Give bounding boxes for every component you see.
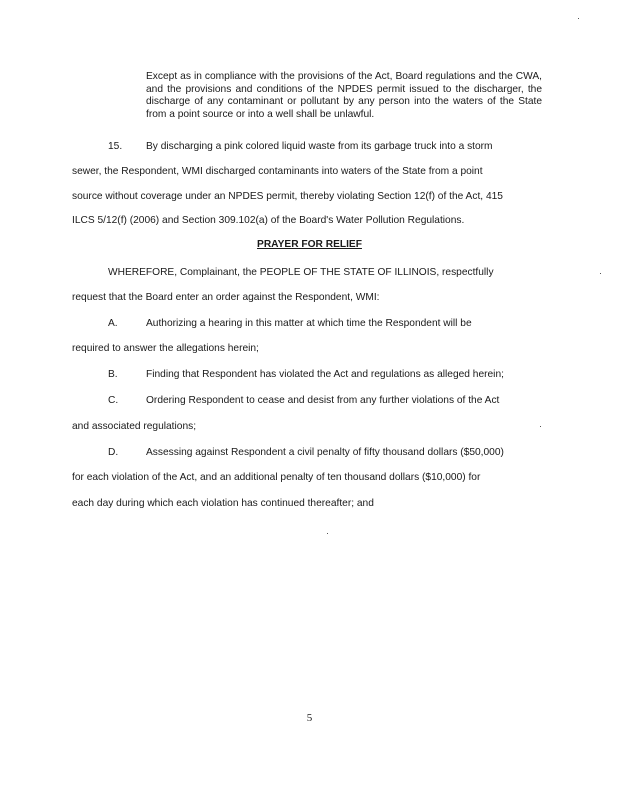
item-b-letter: B. — [108, 369, 118, 380]
paragraph-15-line-1: By discharging a pink colored liquid waste from its garbage truck into a storm — [146, 141, 493, 152]
scan-speck — [327, 533, 328, 534]
paragraph-15-line-4: ILCS 5/12(f) (2006) and Section 309.102(a) of the Board's Water Pollution Regulations. — [72, 215, 465, 226]
item-d-line-3: each day during which each violation has continued thereafter; and — [72, 498, 374, 509]
item-c-line-1: Ordering Respondent to cease and desist from any further violations of the Act — [146, 395, 500, 406]
item-d-letter: D. — [108, 447, 119, 458]
paragraph-number-15: 15. — [108, 141, 123, 152]
prayer-for-relief-heading: PRAYER FOR RELIEF — [257, 239, 362, 250]
item-c-line-2: and associated regulations; — [72, 421, 197, 432]
item-c-letter: C. — [108, 395, 119, 406]
item-a-line-2: required to answer the allegations herein; — [72, 343, 259, 354]
page-number: 5 — [306, 712, 313, 724]
item-d-line-2: for each violation of the Act, and an additional penalty of ten thousand dollars ($10,000) for — [72, 472, 481, 483]
paragraph-15-line-3: source without coverage under an NPDES permit, thereby violating Section 12(f) of the Act, 415 — [72, 191, 503, 202]
item-d-line-1: Assessing against Respondent a civil penalty of fifty thousand dollars ($50,000) — [146, 447, 504, 458]
item-b-line-1: Finding that Respondent has violated the Act and regulations as alleged herein; — [146, 369, 504, 380]
paragraph-15-line-2: sewer, the Respondent, WMI discharged contaminants into waters of the State from a point — [72, 166, 483, 177]
prayer-intro-line-2: request that the Board enter an order against the Respondent, WMI: — [72, 292, 380, 303]
statutory-quote: Except as in compliance with the provisions of the Act, Board regulations and the CWA, and the provisions and conditions of the NPDES permit issued to the discharger, the discharge of any contaminant or pollutant by any person into the waters of the State from a point source or into a well shall be unlawful. — [146, 71, 542, 120]
item-a-line-1: Authorizing a hearing in this matter at which time the Respondent will be — [146, 318, 472, 329]
scan-speck — [578, 18, 579, 19]
prayer-intro-line-1: WHEREFORE, Complainant, the PEOPLE OF THE STATE OF ILLINOIS, respectfully — [108, 267, 494, 278]
scan-speck — [600, 273, 601, 274]
scan-speck — [540, 426, 541, 427]
item-a-letter: A. — [108, 318, 118, 329]
